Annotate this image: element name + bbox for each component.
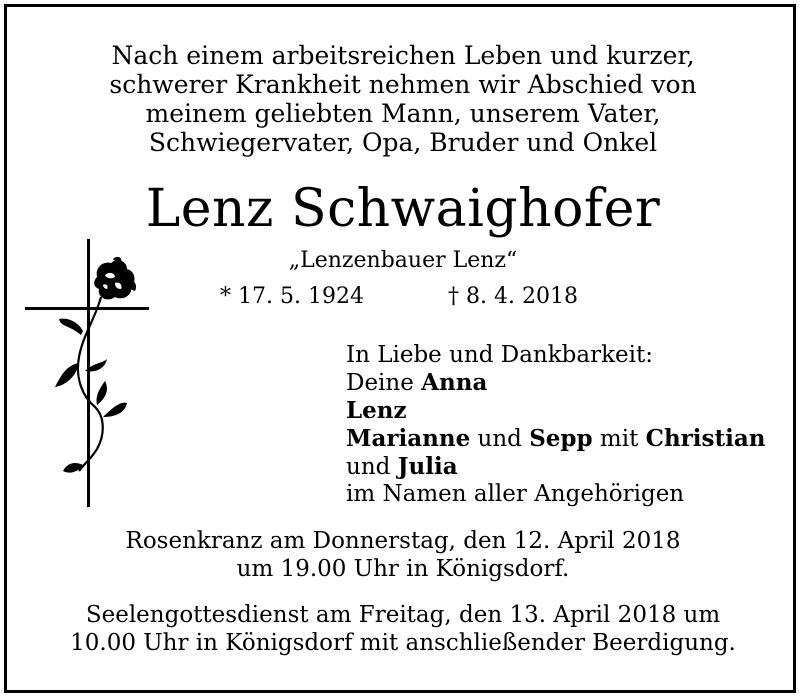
family-text: Deine [346, 370, 422, 396]
death-date: † 8. 4. 2018 [448, 284, 578, 309]
family-line [346, 397, 765, 425]
family-member-name: Christian [645, 425, 766, 452]
family-text: und [346, 454, 398, 480]
family-line [346, 425, 765, 453]
family-signature [346, 342, 765, 508]
family-closing: im Namen aller Angehörigen [346, 481, 685, 507]
birth-date: * 17. 5. 1924 [220, 284, 364, 309]
intro-line: meinem geliebten Mann, unserem Vater, [145, 99, 661, 128]
rosary-line: Rosenkranz am Donnerstag, den 12. April 2018 [125, 528, 681, 554]
family-member-name: Anna [421, 369, 488, 396]
family-member-name: Marianne [346, 425, 471, 452]
service-line: Seelengottesdienst am Freitag, den 13. April 2018 um [85, 602, 721, 628]
cross-with-rose-icon [25, 239, 155, 509]
family-member-name: Lenz [346, 397, 407, 424]
obituary-notice [4, 4, 796, 693]
intro-line: Schwiegervater, Opa, Bruder und Onkel [148, 128, 658, 157]
intro-line: Nach einem arbeitsreichen Leben und kurzer, [111, 41, 695, 70]
intro-text [7, 41, 796, 157]
rosary-info [7, 527, 796, 583]
family-line [346, 369, 765, 397]
deceased-name: Lenz Schwaighofer [145, 179, 661, 239]
family-text: mit [592, 426, 646, 452]
family-member-name: Sepp [529, 425, 593, 452]
intro-line: schwerer Krankheit nehmen wir Abschied von [109, 70, 697, 99]
rosary-line: um 19.00 Uhr in Königsdorf. [236, 556, 570, 582]
deceased-nickname: „Lenzenbauer Lenz“ [288, 248, 518, 273]
family-heading: In Liebe und Dankbarkeit: [346, 342, 653, 368]
family-line [346, 453, 765, 481]
service-info [7, 601, 796, 657]
family-text: und [470, 426, 530, 452]
service-line: 10.00 Uhr in Königsdorf mit anschließender Beerdigung. [70, 630, 736, 656]
family-member-name: Julia [397, 453, 458, 480]
cross-with-rose-icon [25, 239, 155, 509]
